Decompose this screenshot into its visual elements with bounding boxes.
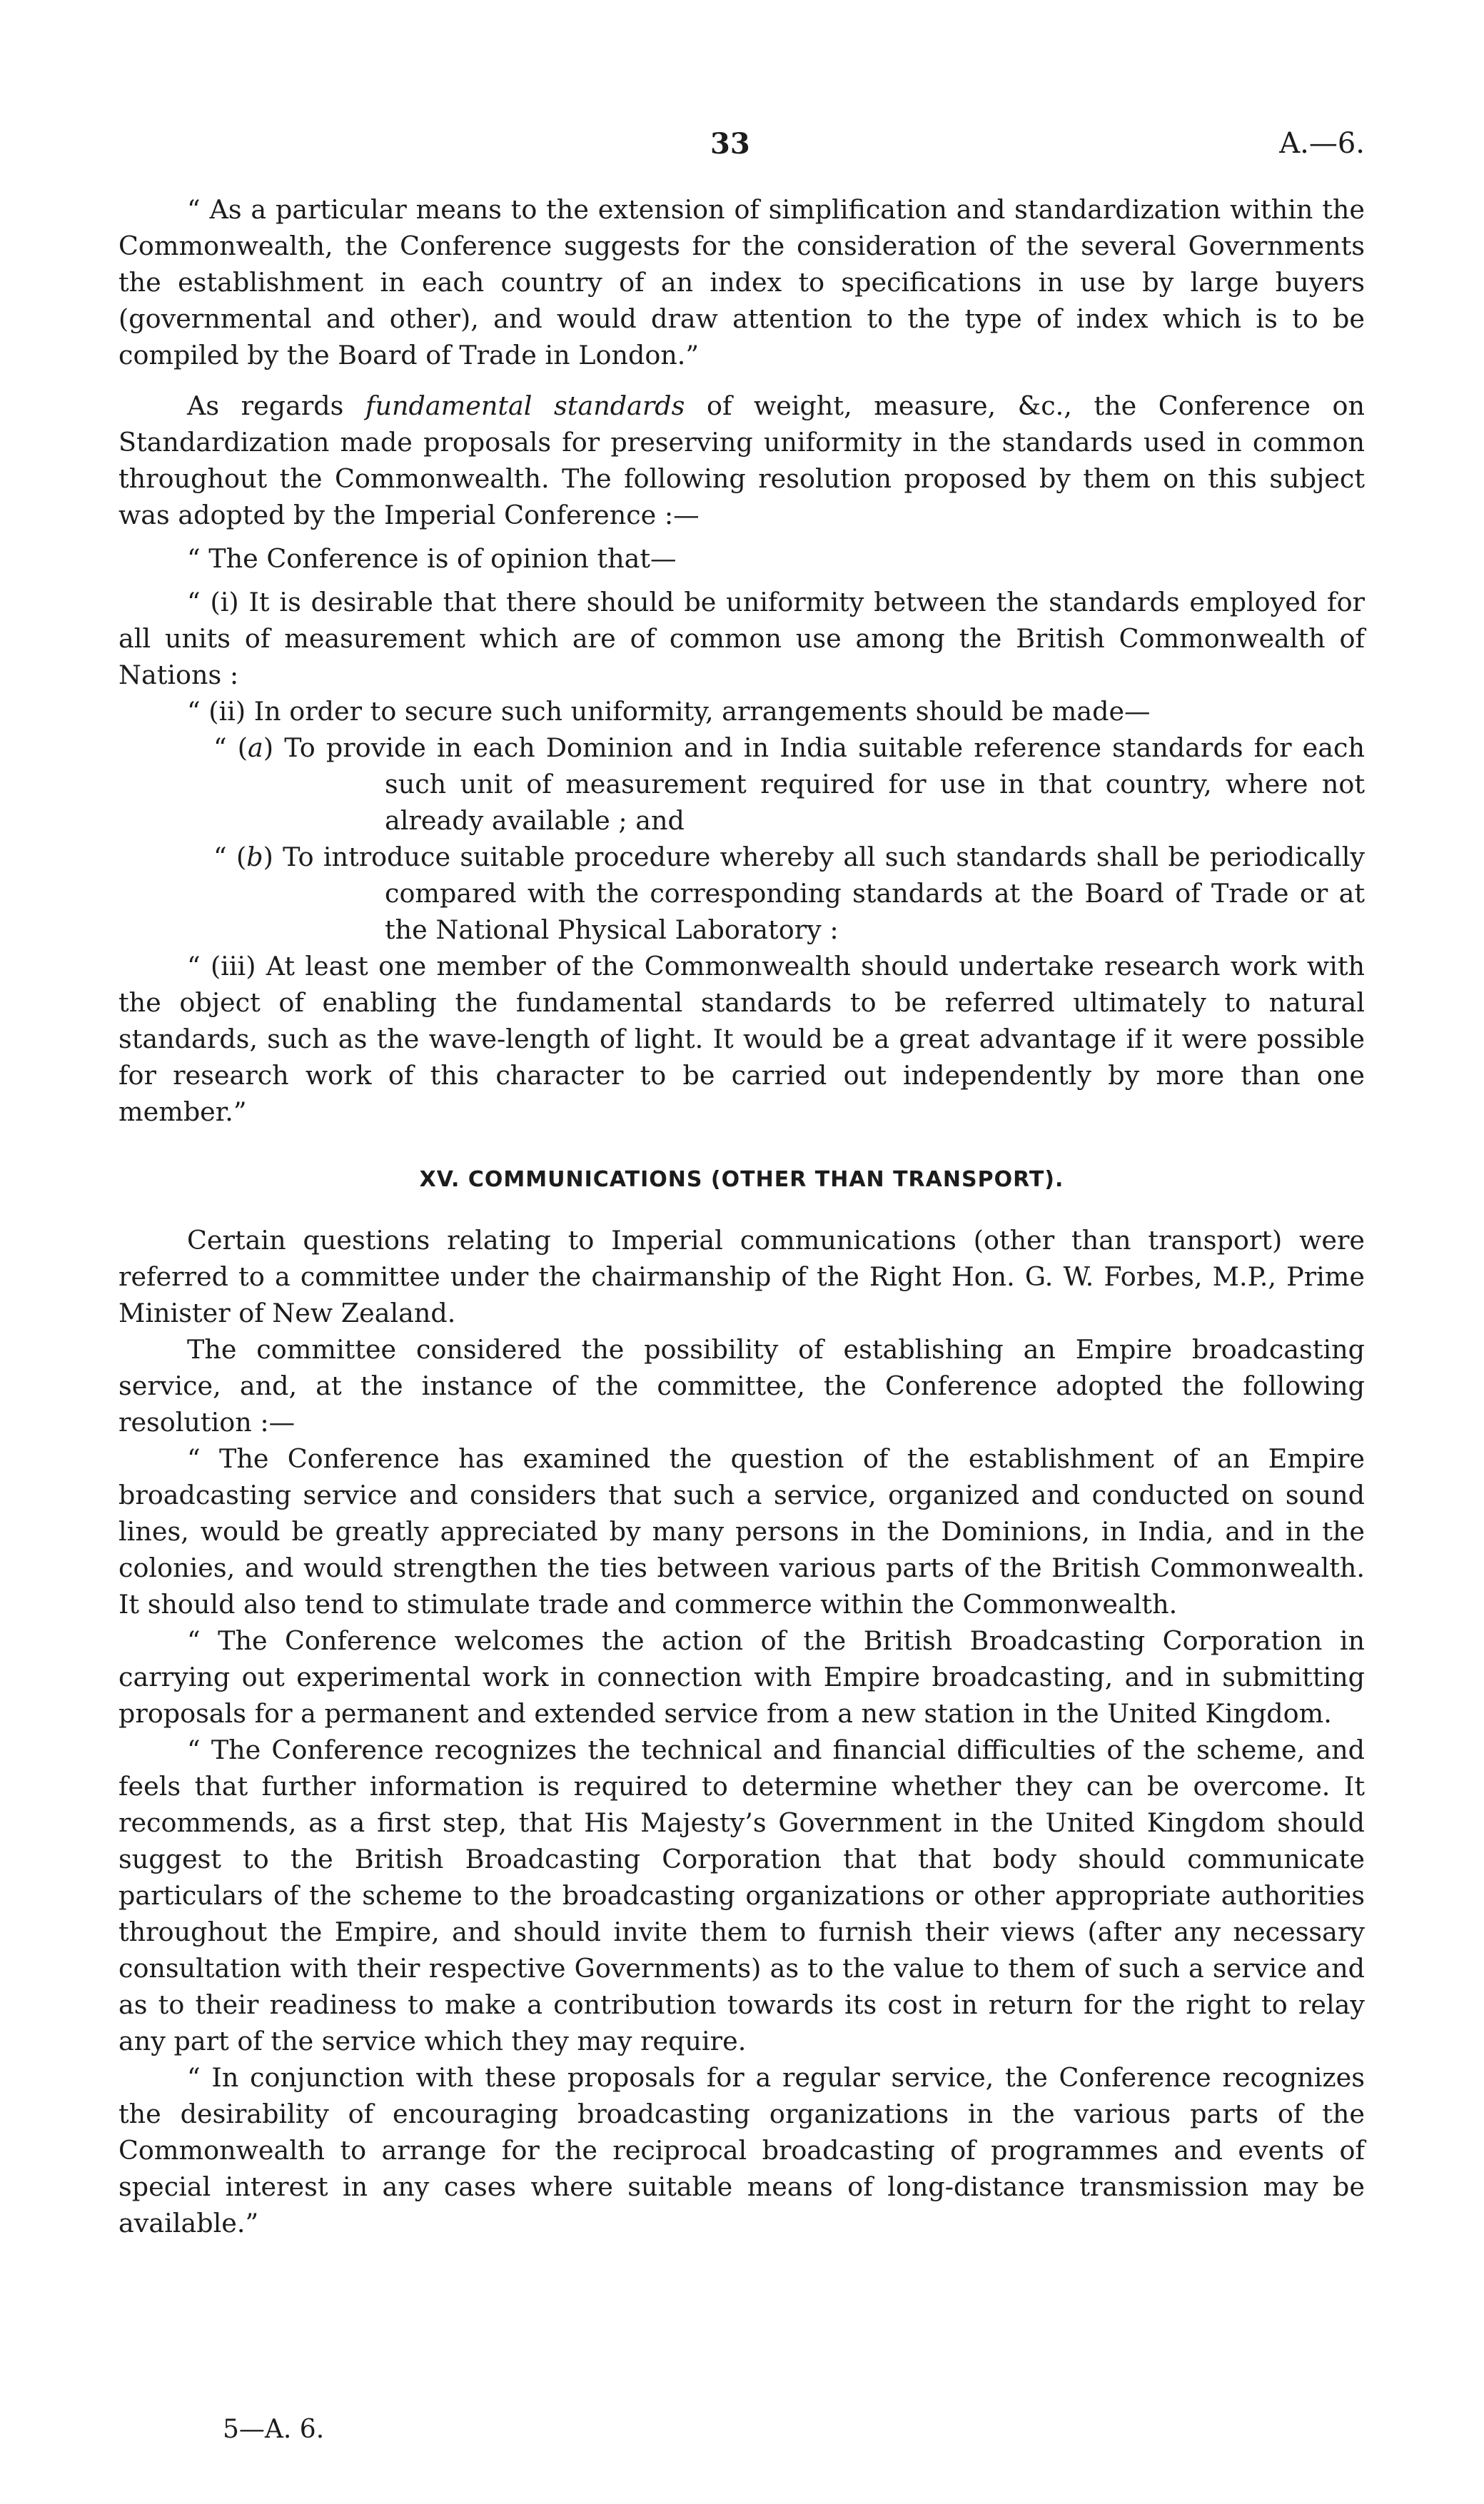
page-header: [118, 127, 1365, 170]
document-page: [118, 0, 1365, 2504]
document-reference: A.—6.: [1279, 127, 1365, 160]
subitem-letter: a: [248, 732, 263, 763]
paragraph-reciprocal-broadcasting: “ In conjunction with these proposals for a regular service, the Conference recognizes the desirability of encouraging broadcasting organizations in the various parts of the Commonwealth to arrange for the reciprocal broadcasting of programmes and events of special interest in any cases where suitable means of long-distance transmission may be available.”: [118, 2062, 1365, 2238]
subitem-text: ) To provide in each Dominion and in India suitable reference standards for each such unit of measurement required for use in that country, where not already available ; and: [263, 732, 1365, 836]
italic-term: fundamental standards: [365, 390, 685, 421]
section-heading: XV. COMMUNICATIONS (OTHER THAN TRANSPORT).: [419, 1167, 1064, 1192]
page-body: [118, 191, 1365, 2241]
resolution-subitem-a: [118, 730, 1365, 839]
paragraph-conference-opinion: “ The Conference is of opinion that—: [187, 543, 677, 574]
paragraph-fundamental-standards: [118, 388, 1365, 533]
signature-mark: 5—A. 6.: [223, 2415, 325, 2444]
paragraph-broadcasting-resolution: The committee considered the possibility of establishing an Empire broadcasting service, and, at the instance of the committee, the Conference adopted the following resolution :—: [118, 1334, 1365, 1438]
paragraph-technical-difficulties: “ The Conference recognizes the technical and financial difficulties of the scheme, and feels that further information is required to determine whether they can be overcome. It recommends, as a first step, that His Majesty’s Government in the United Kingdom should suggest to the British Broadcasting Corporation that that body should communicate particulars of the scheme to the broadcasting organizations or other appropriate authorities throughout the Empire, and should invite them to furnish their views (after any necessary consultation with their respective Governments) as to the value to them of such a service and as to their readiness to make a contribution towards its cost in return for the right to relay any part of the service which they may require.: [118, 1735, 1365, 2056]
resolution-subitem-b: [118, 839, 1365, 948]
resolution-item-ii: “ (ii) In order to secure such uniformity, arrangements should be made—: [187, 696, 1151, 727]
paragraph-bbc-action: “ The Conference welcomes the action of the British Broadcasting Corporation in carrying out experimental work in connection with Empire broadcasting, and in submitting proposals for a permanent and extended service from a new station in the United Kingdom.: [118, 1625, 1365, 1729]
page-number: 33: [710, 127, 750, 161]
subitem-open: “ (: [213, 842, 247, 872]
paragraph-index-specifications: “ As a particular means to the extension of simplification and standardization within the Commonwealth, the Conference suggests for the consideration of the several Governments the establishment in each country of an index to specifications in use by large buyers (governmental and other), and would draw attention to the type of index which is to be compiled by the Board of Trade in London.”: [118, 194, 1365, 370]
subitem-letter: b: [246, 842, 263, 872]
paragraph-text: As regards: [187, 390, 365, 421]
resolution-item-i: “ (i) It is desirable that there should be uniformity between the standards employed for all units of measurement which are of common use among the British Commonwealth of Nations :: [118, 587, 1365, 690]
paragraph-committee-referral: Certain questions relating to Imperial communications (other than transport) were referred to a committee under the chairmanship of the Right Hon. G. W. Forbes, M.P., Prime Minister of New Zealand.: [118, 1225, 1365, 1328]
paragraph-empire-broadcasting: “ The Conference has examined the question of the establishment of an Empire broadcasting service and considers that such a service, organized and conducted on sound lines, would be greatly appreciated by many persons in the Dominions, in India, and in the colonies, and would strengthen the ties between various parts of the British Commonwealth. It should also tend to stimulate trade and commerce within the Commonwealth.: [118, 1443, 1365, 1620]
resolution-item-iii: “ (iii) At least one member of the Commonwealth should undertake research work with the object of enabling the fundamental standards to be referred ultimately to natural standards, such as the wave-length of light. It would be a great advantage if it were possible for research work of this character to be carried out independently by more than one member.”: [118, 951, 1365, 1127]
paragraph-text: of weight, measure, &c., the Conference on Standardization made proposals for preserving uniformity in the standards used in common throughout the Commonwealth. The following resolution proposed by them on this subject was adopted by the Imperial Conference :—: [118, 390, 1365, 530]
subitem-text: ) To introduce suitable procedure whereby all such standards shall be periodically compared with the corresponding standards at the Board of Trade or at the National Physical Laboratory :: [263, 842, 1365, 945]
subitem-open: “ (: [213, 732, 248, 763]
